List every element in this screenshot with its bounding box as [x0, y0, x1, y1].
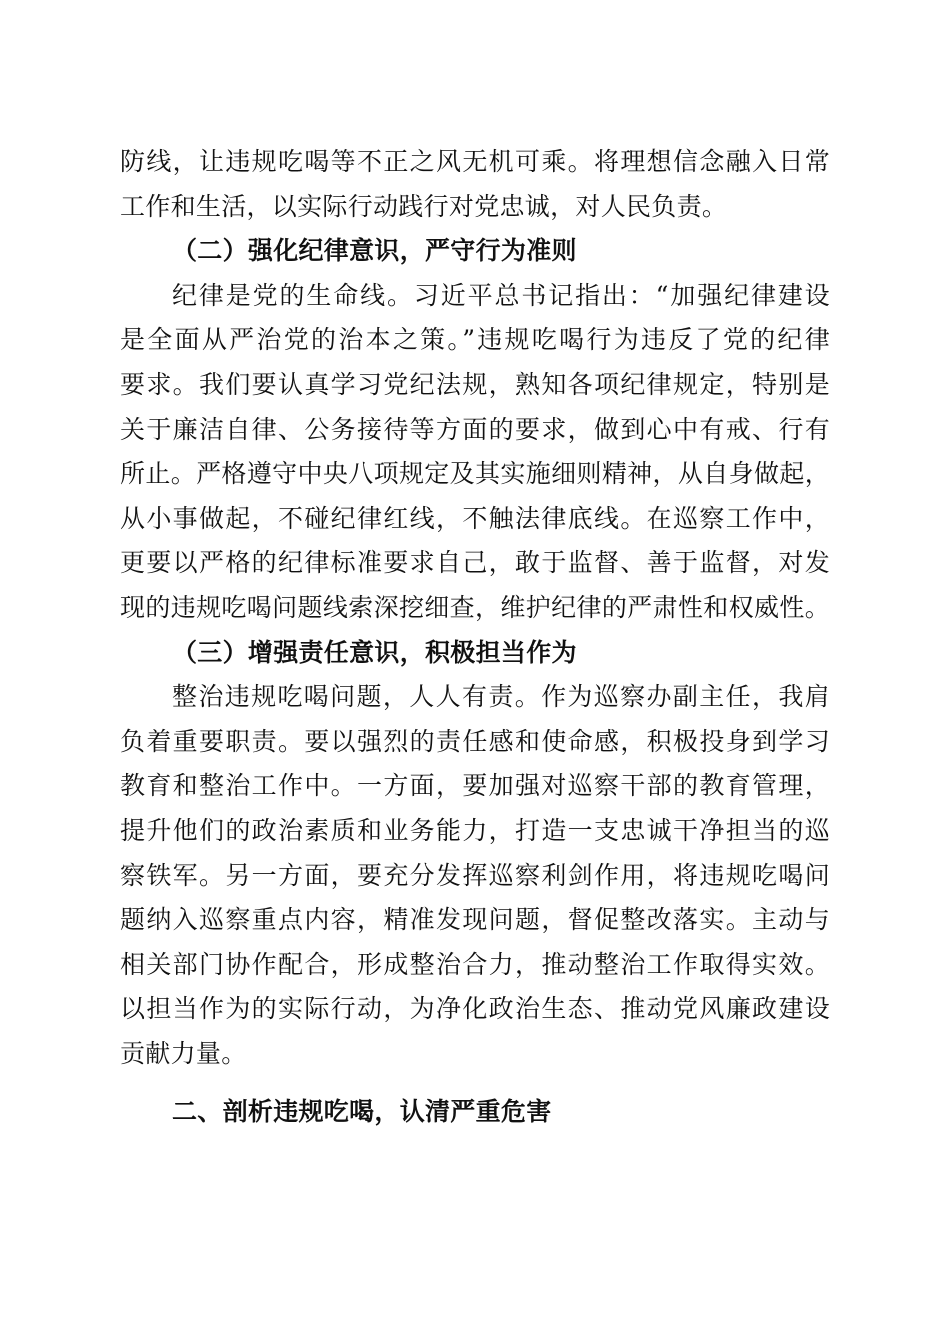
document-body [120, 140, 830, 1135]
paragraph-line: 整治违规吃喝问题，人人有责。作为巡察办副主任，我肩 [172, 682, 830, 712]
subsection-heading-3: （三）增强责任意识，积极担当作为 [172, 637, 577, 667]
paragraph-line: 防线，让违规吃喝等不正之风无机可乘。将理想信念融入日常 [120, 147, 830, 176]
paragraph-line: 贡献力量。 [120, 1038, 247, 1068]
paragraph-line: 相关部门协作配合，形成整治合力，推动整治工作取得实效。 [120, 949, 830, 979]
paragraph-line: 提升他们的政治素质和业务能力，打造一支忠诚干净担当的巡 [120, 815, 830, 845]
paragraph-line: 工作和生活，以实际行动践行对党忠诚，对人民负责。 [120, 191, 728, 221]
paragraph-line: 以担当作为的实际行动，为净化政治生态、推动党风廉政建设 [120, 994, 830, 1024]
paragraph-line: 从小事做起，不碰纪律红线，不触法律底线。在巡察工作中， [120, 503, 830, 533]
paragraph-line: 所止。严格遵守中央八项规定及其实施细则精神，从自身做起， [120, 459, 830, 489]
paragraph-line: 纪律是党的生命线。习近平总书记指出：“加强纪律建设 [172, 280, 830, 310]
paragraph-line: 负着重要职责。要以强烈的责任感和使命感，积极投身到学习 [120, 726, 830, 756]
subsection-heading-2: （二）强化纪律意识，严守行为准则 [172, 236, 577, 266]
paragraph-line: 关于廉洁自律、公务接待等方面的要求，做到心中有戒、行有 [120, 414, 830, 444]
paragraph-line: 题纳入巡察重点内容，精准发现问题，督促整改落实。主动与 [120, 905, 830, 935]
paragraph-line: 要求。我们要认真学习党纪法规，熟知各项纪律规定，特别是 [120, 369, 830, 399]
paragraph-line: 现的违规吃喝问题线索深挖细查，维护纪律的严肃性和权威性。 [120, 592, 830, 622]
paragraph-line: 更要以严格的纪律标准要求自己，敢于监督、善于监督，对发 [120, 548, 830, 578]
paragraph-line: 是全面从严治党的治本之策。”违规吃喝行为违反了党的纪律 [120, 325, 830, 355]
paragraph-line: 教育和整治工作中。一方面，要加强对巡察干部的教育管理， [120, 771, 830, 801]
paragraph-line: 察铁军。另一方面，要充分发挥巡察利剑作用，将违规吃喝问 [120, 860, 830, 890]
section-heading: 二、剖析违规吃喝，认清严重危害 [172, 1097, 552, 1127]
